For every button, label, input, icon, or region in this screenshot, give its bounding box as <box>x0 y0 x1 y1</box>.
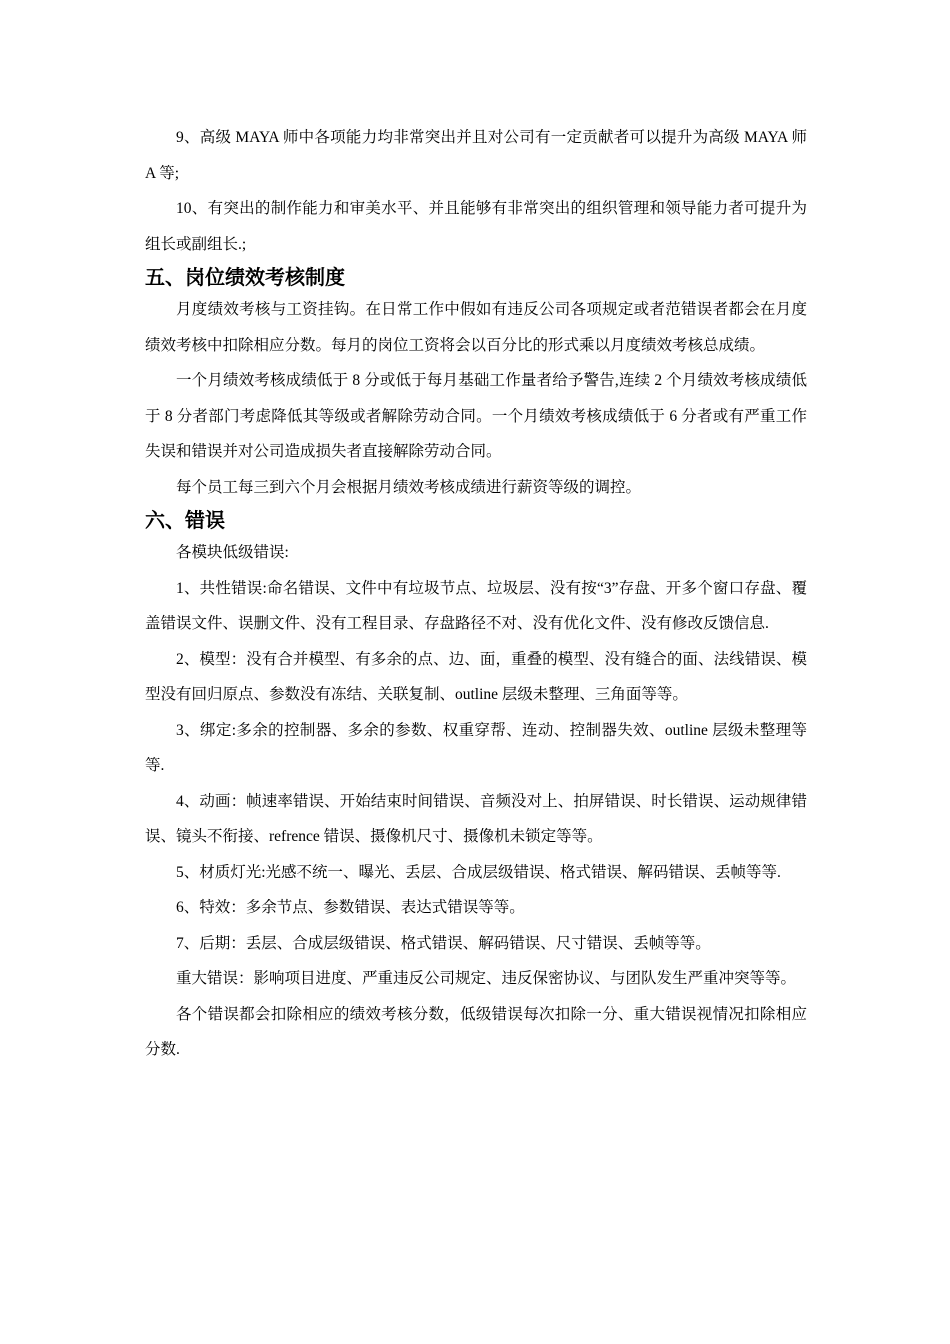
para-item-9: 9、高级 MAYA 师中各项能力均非常突出并且对公司有一定贡献者可以提升为高级 MAYA 师 A 等; <box>145 129 807 182</box>
para-error-3: 3、绑定:多余的控制器、多余的参数、权重穿帮、连动、控制器失效、outline 层级未整理等等. <box>145 721 807 774</box>
para-error-2: 2、模型：没有合并模型、有多余的点、边、面，重叠的模型、没有缝合的面、法线错误、模型没有回归原点、参数没有冻结、关联复制、outline 层级未整理、三角面等等。 <box>145 650 807 703</box>
para-item-10: 10、有突出的制作能力和审美水平、并且能够有非常突出的组织管理和领导能力者可提升为组长或副组长.; <box>145 200 807 253</box>
para-salary-adjust: 每个员工每三到六个月会根据月绩效考核成绩进行薪资等级的调控。 <box>176 478 642 496</box>
para-error-5: 5、材质灯光:光感不统一、曝光、丢层、合成层级错误、格式错误、解码错误、丢帧等等. <box>176 863 781 881</box>
section-heading-5: 五、岗位绩效考核制度 <box>145 265 345 289</box>
para-error-4: 4、动画：帧速率错误、开始结束时间错误、音频没对上、拍屏错误、时长错误、运动规律错误、镜头不衔接、refrence 错误、摄像机尺寸、摄像机未锁定等等。 <box>145 792 807 845</box>
para-major-errors: 重大错误：影响项目进度、严重违反公司规定、违反保密协议、与团队发生严重冲突等等。 <box>176 970 797 987</box>
para-low-level-errors: 各模块低级错误: <box>176 544 289 561</box>
document-body <box>145 120 807 1068</box>
para-error-1: 1、共性错误:命名错误、文件中有垃圾节点、垃圾层、没有按“3”存盘、开多个窗口存盘、覆盖错误文件、误删文件、没有工程目录、存盘路径不对、没有优化文件、没有修改反馈信息. <box>145 579 807 632</box>
para-error-7: 7、后期：丢层、合成层级错误、格式错误、解码错误、尺寸错误、丢帧等等。 <box>176 934 711 952</box>
section-heading-6: 六、错误 <box>145 508 225 532</box>
para-deduction: 各个错误都会扣除相应的绩效考核分数，低级错误每次扣除一分、重大错误视情况扣除相应分数. <box>145 1005 807 1058</box>
para-low-score: 一个月绩效考核成绩低于 8 分或低于每月基础工作量者给予警告,连续 2 个月绩效考核成绩低于 8 分者部门考虑降低其等级或者解除劳动合同。一个月绩效考核成绩低于 6 分者或有严重工作失误和错误并对公司造成损失者直接解除劳动合同。 <box>145 372 807 460</box>
para-monthly-review: 月度绩效考核与工资挂钩。在日常工作中假如有违反公司各项规定或者范错误者都会在月度绩效考核中扣除相应分数。每月的岗位工资将会以百分比的形式乘以月度绩效考核总成绩。 <box>145 301 807 354</box>
para-error-6: 6、特效：多余节点、参数错误、表达式错误等等。 <box>176 899 525 916</box>
